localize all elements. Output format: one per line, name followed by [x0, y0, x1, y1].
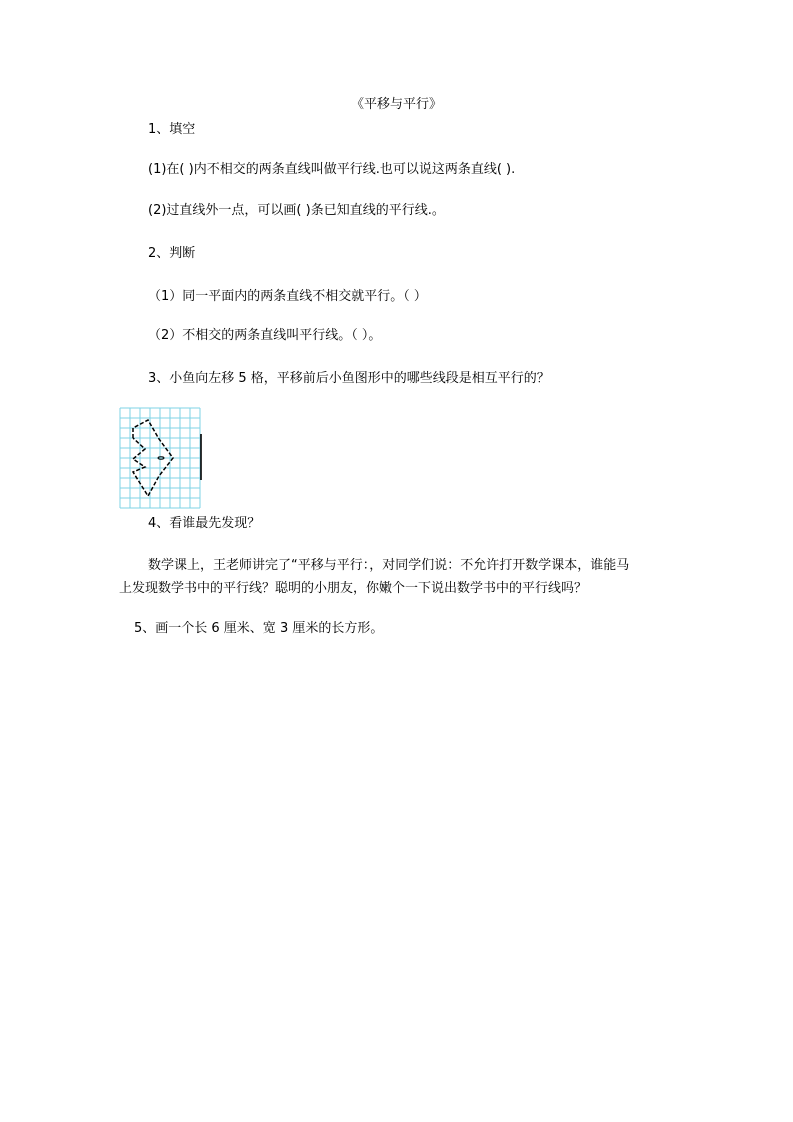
document-title: 《平移与平行》 — [350, 97, 442, 112]
q1-item-1: (1)在( )内不相交的两条直线叫做平行线.也可以说这两条直线( ). — [148, 162, 516, 177]
q1-heading: 1、填空 — [148, 122, 196, 137]
q2-item-2: （2）不相交的两条直线叫平行线。（ ）。 — [148, 328, 382, 343]
q4-paragraph-line-1: 数学课上，王老师讲完了“平移与平行：，对同学们说：不允许打开数学课本，谁能马 — [148, 558, 630, 573]
grid-lines — [120, 408, 200, 508]
q4-paragraph-line-2: 上发现数学书中的平行线？聪明的小朋友，你嫩个一下说出数学书中的平行线吗？ — [119, 581, 588, 596]
q3-heading: 3、小鱼向左移 5 格，平移前后小鱼图形中的哪些线段是相互平行的？ — [148, 371, 550, 386]
q1-item-2: (2)过直线外一点，可以画( )条已知直线的平行线.。 — [148, 203, 445, 218]
q4-heading: 4、看谁最先发现？ — [148, 516, 261, 531]
fish-grid-figure — [119, 406, 203, 510]
q5-heading: 5、画一个长 6 厘米、宽 3 厘米的长方形。 — [134, 621, 384, 636]
q2-heading: 2、判断 — [148, 246, 196, 261]
q2-item-1: （1）同一平面内的两条直线不相交就平行。（ ） — [148, 289, 427, 304]
